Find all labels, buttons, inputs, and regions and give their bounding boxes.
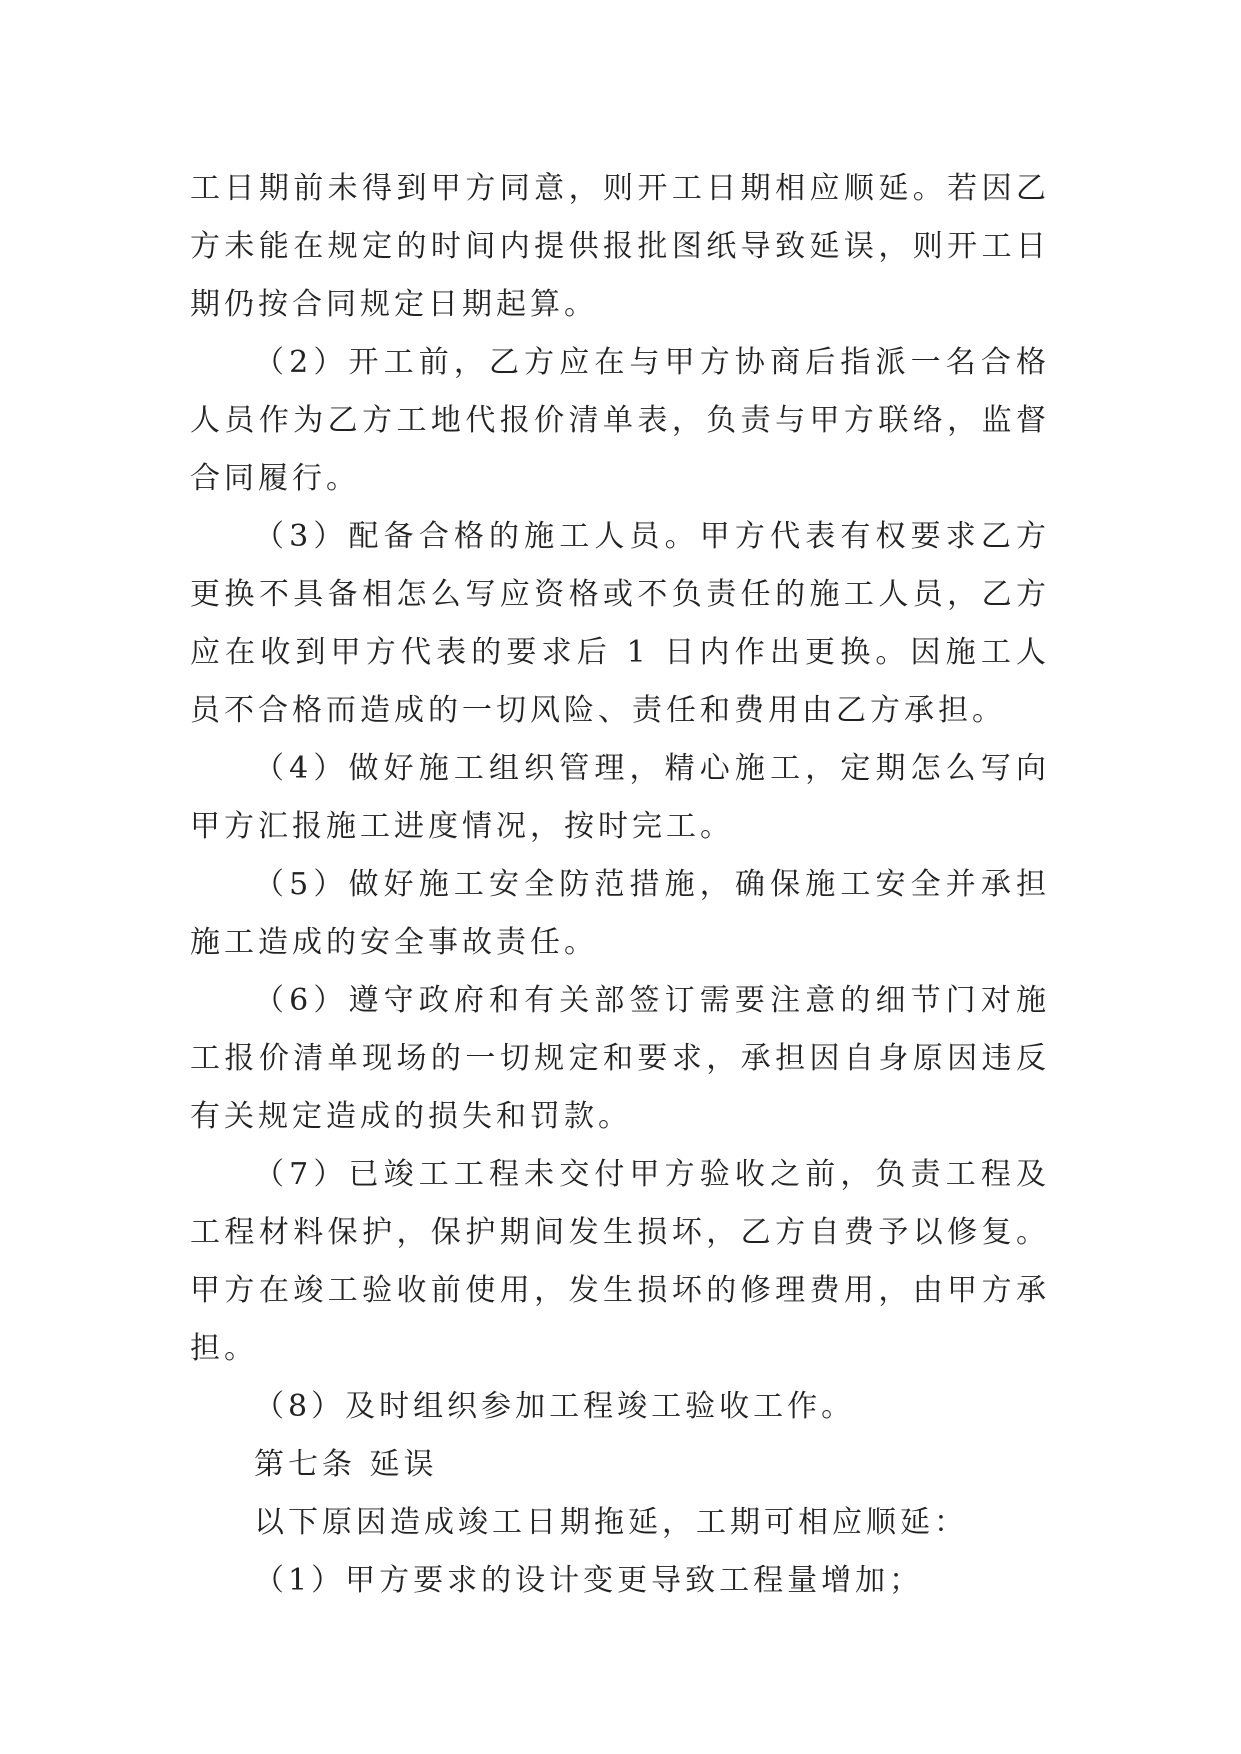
document-body bbox=[190, 160, 1050, 1610]
paragraph-item-3: （3）配备合格的施工人员。甲方代表有权要求乙方更换不具备相怎么写应资格或不负责任的施工人员，乙方应在收到甲方代表的要求后 1 日内作出更换。因施工人员不合格而造成的一切风险、责任和费用由乙方承担。 bbox=[190, 519, 1050, 728]
paragraph-item-2: （2）开工前，乙方应在与甲方协商后指派一名合格人员作为乙方工地代报价清单表，负责与甲方联络，监督合同履行。 bbox=[190, 345, 1050, 496]
paragraph-item-4: （4）做好施工组织管理，精心施工，定期怎么写向甲方汇报施工进度情况，按时完工。 bbox=[190, 751, 1050, 844]
paragraph-delay-item-1: （1）甲方要求的设计变更导致工程量增加； bbox=[254, 1563, 924, 1598]
paragraph-delay-intro: 以下原因造成竣工日期拖延，工期可相应顺延： bbox=[254, 1505, 968, 1540]
section-heading-article-7: 第七条 延误 bbox=[254, 1447, 438, 1482]
paragraph-item-6: （6）遵守政府和有关部签订需要注意的细节门对施工报价清单现场的一切规定和要求，承担因自身原因违反有关规定造成的损失和罚款。 bbox=[190, 983, 1050, 1134]
paragraph-continuation: 工日期前未得到甲方同意，则开工日期相应顺延。若因乙方未能在规定的时间内提供报批图纸导致延误，则开工日期仍按合同规定日期起算。 bbox=[190, 171, 1050, 322]
paragraph-item-5: （5）做好施工安全防范措施，确保施工安全并承担施工造成的安全事故责任。 bbox=[190, 867, 1050, 960]
paragraph-item-8: （8）及时组织参加工程竣工验收工作。 bbox=[254, 1389, 856, 1424]
paragraph-item-7: （7）已竣工工程未交付甲方验收之前，负责工程及工程材料保护，保护期间发生损坏，乙方自费予以修复。甲方在竣工验收前使用，发生损坏的修理费用，由甲方承担。 bbox=[190, 1157, 1050, 1366]
